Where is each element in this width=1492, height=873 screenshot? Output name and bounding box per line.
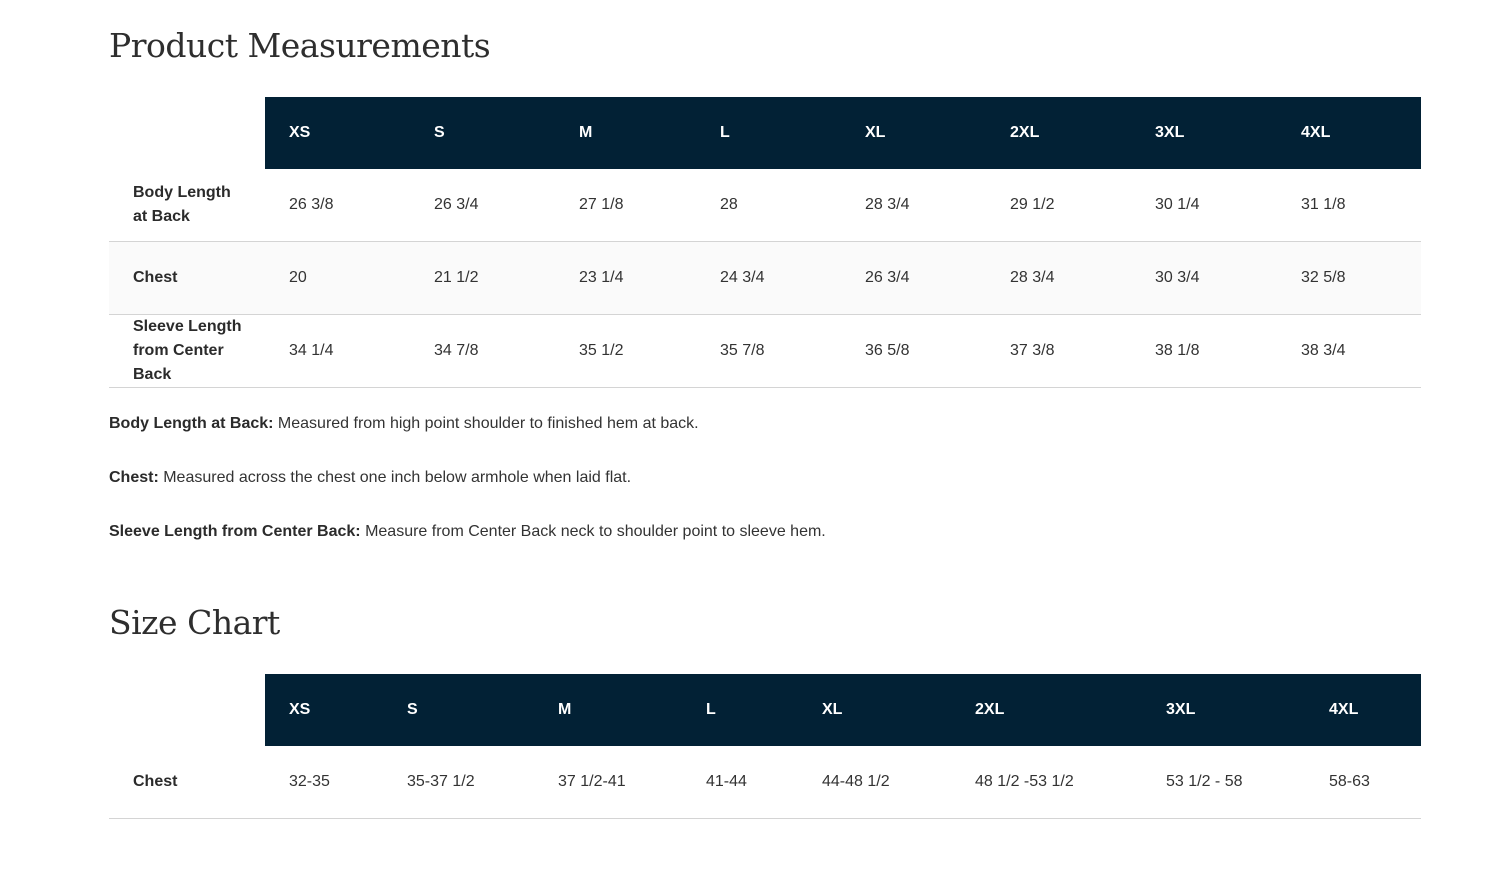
row-label-sleeve-length: Sleeve Length from Center Back (109, 315, 265, 388)
table-row-sleeve-length (109, 315, 1421, 388)
note-term: Sleeve Length from Center Back: (109, 523, 361, 540)
table-cell: 35 1/2 (555, 315, 696, 388)
note-text: Measure from Center Back neck to shoulder point to sleeve hem. (360, 523, 826, 540)
size-header-l: L (682, 674, 798, 746)
measurement-notes (109, 412, 826, 574)
table-cell: 34 7/8 (410, 315, 555, 388)
size-header-2xl: 2XL (951, 674, 1142, 746)
size-header-xl: XL (798, 674, 951, 746)
table-cell: 38 1/8 (1131, 315, 1277, 388)
table-cell: 30 3/4 (1131, 242, 1277, 315)
table-cell: 58-63 (1305, 746, 1421, 819)
size-header-3xl: 3XL (1131, 97, 1277, 169)
size-header-2xl: 2XL (986, 97, 1131, 169)
row-label-chest: Chest (109, 746, 265, 819)
size-header-s: S (383, 674, 534, 746)
table-cell: 41-44 (682, 746, 798, 819)
table-cell: 35-37 1/2 (383, 746, 534, 819)
table-cell: 34 1/4 (265, 315, 410, 388)
table-cell: 31 1/8 (1277, 169, 1421, 242)
size-header-xl: XL (841, 97, 986, 169)
table-cell: 44-48 1/2 (798, 746, 951, 819)
table-cell: 26 3/4 (410, 169, 555, 242)
table-cell: 37 1/2-41 (534, 746, 682, 819)
table-cell: 29 1/2 (986, 169, 1131, 242)
size-header-4xl: 4XL (1305, 674, 1421, 746)
table-cell: 37 3/8 (986, 315, 1131, 388)
table-cell: 20 (265, 242, 410, 315)
size-header-xs: XS (265, 674, 383, 746)
table-cell: 35 7/8 (696, 315, 841, 388)
size-header-m: M (534, 674, 682, 746)
table-cell: 36 5/8 (841, 315, 986, 388)
table-cell: 32-35 (265, 746, 383, 819)
note-term: Body Length at Back: (109, 415, 274, 432)
size-header-s: S (410, 97, 555, 169)
size-header-xs: XS (265, 97, 410, 169)
table-cell: 28 (696, 169, 841, 242)
table-cell: 32 5/8 (1277, 242, 1421, 315)
table-cell: 48 1/2 -53 1/2 (951, 746, 1142, 819)
table-cell: 23 1/4 (555, 242, 696, 315)
table-row-chest (109, 746, 1421, 819)
note-chest (109, 466, 826, 520)
note-text: Measured from high point shoulder to finished hem at back. (273, 415, 699, 432)
header-corner-cell (109, 674, 265, 746)
table-cell: 26 3/4 (841, 242, 986, 315)
product-measurements-title: Product Measurements (109, 26, 491, 65)
table-row-chest (109, 242, 1421, 315)
size-header-3xl: 3XL (1142, 674, 1305, 746)
row-label-body-length: Body Length at Back (109, 169, 265, 242)
size-header-4xl: 4XL (1277, 97, 1421, 169)
note-text: Measured across the chest one inch below armhole when laid flat. (158, 469, 632, 486)
table-header-row (109, 97, 1421, 169)
size-chart-table (109, 674, 1421, 819)
note-body-length (109, 412, 826, 466)
table-cell: 30 1/4 (1131, 169, 1277, 242)
table-cell: 27 1/8 (555, 169, 696, 242)
table-row-body-length (109, 169, 1421, 242)
table-cell: 28 3/4 (841, 169, 986, 242)
size-chart-title: Size Chart (109, 603, 280, 642)
row-label-chest: Chest (109, 242, 265, 315)
note-term: Chest: (109, 469, 159, 486)
table-cell: 24 3/4 (696, 242, 841, 315)
product-measurements-table (109, 97, 1421, 388)
table-cell: 26 3/8 (265, 169, 410, 242)
size-header-m: M (555, 97, 696, 169)
table-cell: 21 1/2 (410, 242, 555, 315)
table-header-row (109, 674, 1421, 746)
size-header-l: L (696, 97, 841, 169)
note-sleeve-length (109, 520, 826, 574)
header-corner-cell (109, 97, 265, 169)
table-cell: 28 3/4 (986, 242, 1131, 315)
table-cell: 38 3/4 (1277, 315, 1421, 388)
table-cell: 53 1/2 - 58 (1142, 746, 1305, 819)
